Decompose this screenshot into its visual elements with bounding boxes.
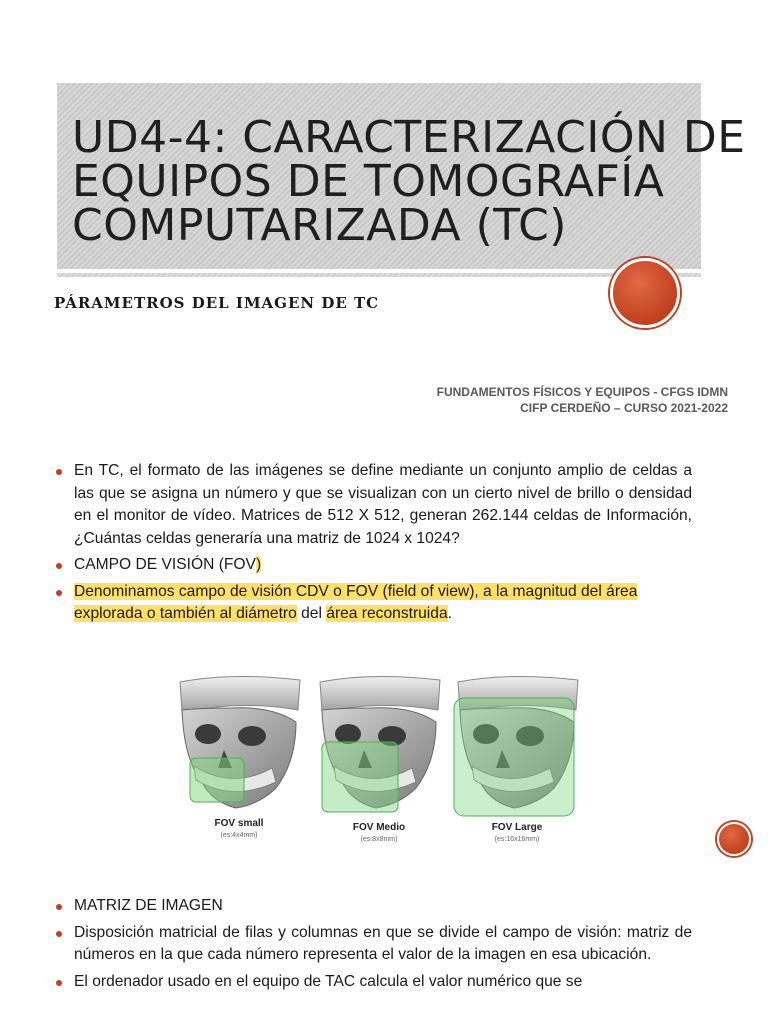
- fov-definition-highlight: Denominamos campo de visión CDV o FOV (field of view), a la magnitud del área explorada o también al diámetro: [74, 582, 638, 622]
- fov-small-label: FOV small: [214, 818, 264, 829]
- fov-heading-text: CAMPO DE VISIÓN (FOV: [74, 556, 256, 573]
- slide-subtitle: PÁRAMETROS DEL IMAGEN DE TC: [54, 294, 380, 312]
- course-credits: [437, 384, 728, 416]
- bullet-fov-definition: [52, 581, 692, 626]
- ordenador-text: El ordenador usado en el equipo de TAC calcula el valor numérico que se: [74, 972, 583, 990]
- slide-title: [72, 112, 746, 251]
- fov-comparison-figure: [172, 670, 588, 856]
- fov-large-panel: [450, 670, 584, 856]
- matriz-definition-text: Disposición matricial de filas y columnas en que se divide el campo de visión: matriz de números en la que cada número representa el valor de la imagen en esa ubicación.: [74, 923, 692, 963]
- fov-medio-panel: [312, 670, 446, 856]
- bullet-matrix-format: [52, 460, 692, 550]
- title-line-3: COMPUTARIZADA (TC): [72, 200, 567, 251]
- skull-fov-small-image: [172, 670, 306, 820]
- fov-heading-paren: ): [255, 556, 262, 573]
- fov-small-sub: (es:4x4mm): [220, 832, 258, 839]
- bullet-matriz-heading: [52, 895, 692, 918]
- credits-line-2: CIFP CERDEÑO – CURSO 2021-2022: [520, 401, 728, 415]
- fov-large-label: FOV Large: [491, 822, 543, 833]
- bullet-list-bottom: [52, 895, 692, 997]
- credits-line-1: FUNDAMENTOS FÍSICOS Y EQUIPOS - CFGS IDMN: [436, 385, 728, 399]
- title-line-2: EQUIPOS DE TOMOGRAFÍA: [72, 156, 665, 207]
- title-underline: [57, 273, 701, 277]
- fov-medio-label: FOV Medio: [352, 822, 406, 833]
- decorative-circle-large: [610, 258, 680, 328]
- bullet-ordenador: [52, 971, 692, 994]
- matriz-heading-text: MATRIZ DE IMAGEN: [74, 897, 223, 914]
- title-line-1: UD4-4: CARACTERIZACIÓN DE: [72, 112, 746, 163]
- fov-definition-end: .: [447, 605, 452, 622]
- fov-definition-area: área reconstruida: [326, 605, 448, 622]
- fov-definition-connector: del: [296, 605, 327, 622]
- fov-medio-sub: (es:8x8mm): [360, 836, 398, 843]
- fov-small-panel: [172, 670, 306, 856]
- bullet-matriz-definition: [52, 922, 692, 967]
- fov-large-sub: (es:16x16mm): [494, 836, 540, 843]
- skull-fov-large-image: [450, 670, 584, 820]
- bullet-fov-heading: [52, 554, 692, 577]
- bullet-matrix-format-text: En TC, el formato de las imágenes se define mediante un conjunto amplio de celdas a las que se asigna un número y que se visualizan con un cierto nivel de brillo o densidad en el monitor de vídeo. Matrices de 512 X 512, generan 262.144 celdas de Información, ¿Cuántas celdas generaría una matriz de 1024 x 1024?: [74, 462, 692, 547]
- decorative-circle-small: [717, 822, 751, 856]
- skull-fov-medio-image: [312, 670, 446, 820]
- bullet-list-top: [52, 460, 692, 630]
